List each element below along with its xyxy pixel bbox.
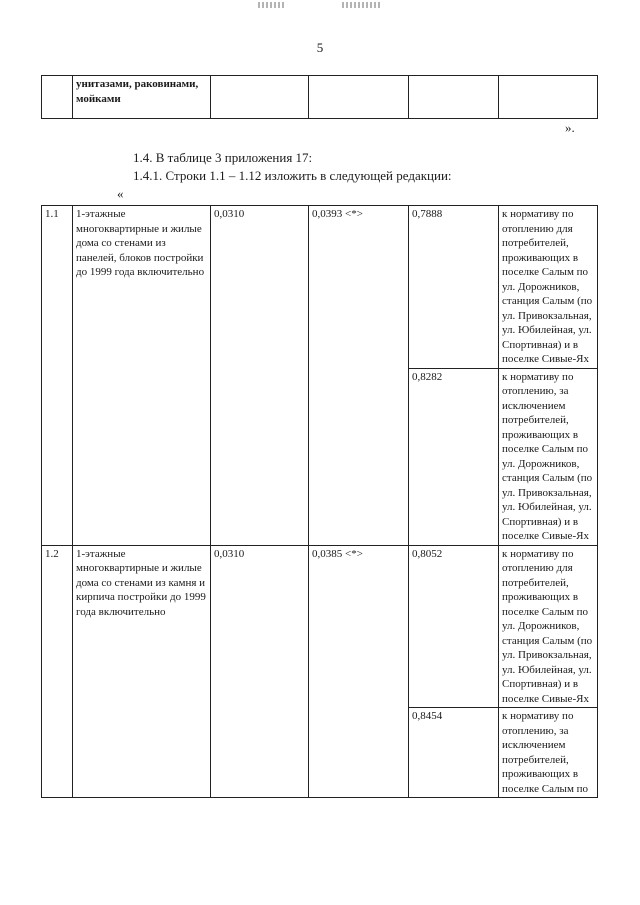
value-cell: 0,0310 [211, 206, 309, 546]
table-row [42, 206, 598, 369]
page-number: 5 [316, 40, 324, 55]
opening-quote: « [117, 186, 124, 201]
description-cell [499, 545, 598, 708]
value-cell [309, 76, 409, 119]
norms-table [41, 205, 598, 798]
row-number-cell: 1.1 [42, 206, 73, 546]
description-text: к нормативу по отоплению, за исключением потребителей, проживающих в поселке Салым по ул. Дорожников, станция Салым (по ул. Привокзальная, ул. Юбилейная, ул. Спортивная) и в поселке Сивые-Ях [502, 370, 593, 542]
description-cell [499, 708, 598, 798]
continued-table [41, 75, 598, 119]
coefficient-cell: 0,8052 [409, 545, 499, 708]
coefficient-cell: 0,8454 [409, 708, 499, 798]
description-cell [499, 368, 598, 545]
description-cell [499, 76, 598, 119]
scan-artifact [258, 2, 286, 8]
value-cell: 0,0393 <*> [309, 206, 409, 546]
value-cell [211, 76, 309, 119]
closing-quote: ». [565, 120, 575, 135]
description-text: к нормативу по отоплению для потребителей, проживающих в поселке Салым по ул. Дорожников, станция Салым (по ул. Привокзальная, ул. Юбилейная, ул. Спортивная) и в поселке Сивые-Ях [502, 208, 593, 365]
scan-artifact [342, 2, 382, 8]
value-cell: 0,0385 <*> [309, 545, 409, 798]
building-type-cell: 1-этажные многоквартирные и жилые дома со стенами из камня и кирпича постройки до 1999 года включительно [73, 545, 211, 798]
value-cell [409, 76, 499, 119]
coefficient-cell: 0,8282 [409, 368, 499, 545]
row-number-cell: 1.2 [42, 545, 73, 798]
coefficient-cell: 0,7888 [409, 206, 499, 369]
value-cell: 0,0310 [211, 545, 309, 798]
building-type-cell: унитазами, раковинами, мойками [73, 76, 211, 119]
row-number-cell [42, 76, 73, 119]
building-type-cell: 1-этажные многоквартирные и жилые дома со стенами из панелей, блоков постройки до 1999 года включительно [73, 206, 211, 546]
description-text: к нормативу по отоплению для потребителей, проживающих в поселке Салым по ул. Дорожников, станция Салым (по ул. Привокзальная, ул. Юбилейная, ул. Спортивная) и в поселке Сивые-Ях [502, 547, 593, 705]
table-row [42, 545, 598, 708]
table-row [42, 76, 598, 119]
section-heading: 1.4. В таблице 3 приложения 17: [133, 150, 313, 165]
description-text: к нормативу по отоплению, за исключением потребителей, проживающих в поселке Салым по [502, 710, 589, 795]
description-cell [499, 206, 598, 369]
section-subheading: 1.4.1. Строки 1.1 – 1.12 изложить в следующей редакции: [133, 168, 452, 183]
